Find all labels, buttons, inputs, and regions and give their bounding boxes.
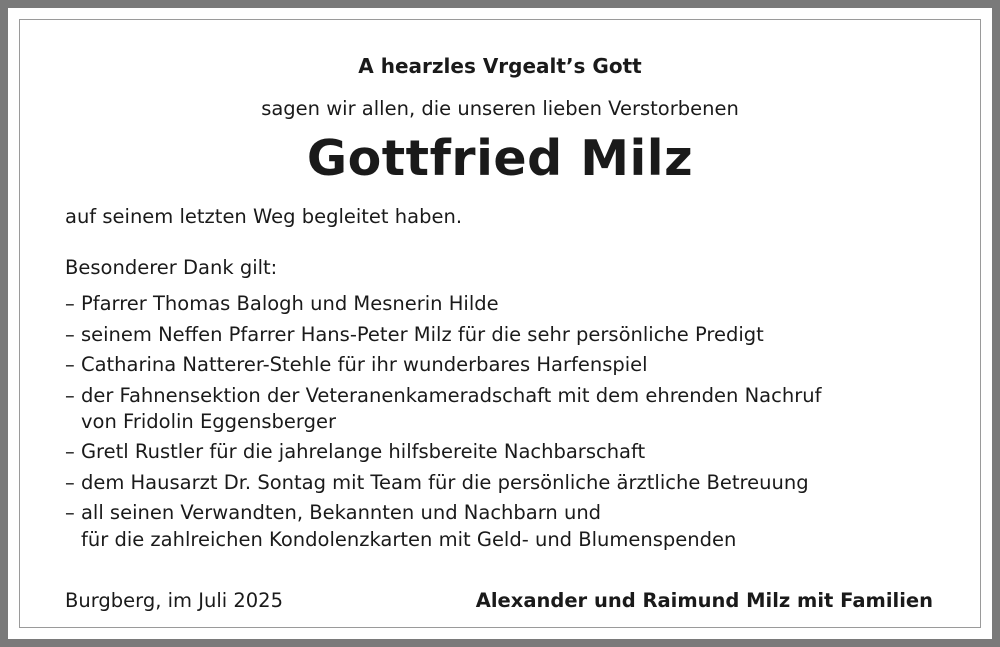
thanks-item-continuation: von Fridolin Eggensberger — [81, 410, 336, 433]
thanks-item-continuation: für die zahlreichen Kondolenzkarten mit Geld- und Blumenspenden — [81, 527, 737, 551]
thanks-heading: Besonderer Dank gilt: — [65, 256, 278, 279]
signature: Alexander und Raimund Milz mit Familien — [475, 589, 933, 612]
thanks-item-text: – all seinen Verwandten, Bekannten und Nachbarn und — [65, 501, 602, 524]
thanks-item-text: – Gretl Rustler für die jahrelange hilfsbereite Nachbarschaft — [65, 440, 646, 463]
thanks-item-text: – Pfarrer Thomas Balogh und Mesnerin Hilde — [65, 292, 499, 315]
thanks-item — [65, 381, 821, 436]
thanks-item — [65, 289, 821, 320]
thanks-item — [65, 437, 821, 468]
thanks-item-text: – seinem Neffen Pfarrer Hans-Peter Milz für die sehr persönliche Predigt — [65, 322, 764, 346]
thanks-item-text: – dem Hausarzt Dr. Sontag mit Team für die persönliche ärztliche Betreuung — [65, 470, 809, 494]
thanks-item — [65, 320, 821, 351]
thanks-item — [65, 468, 821, 499]
intro-line: sagen wir allen, die unseren lieben Verstorbenen — [261, 97, 739, 120]
thanks-item — [65, 498, 821, 553]
headline: A hearzles Vrgealt’s Gott — [358, 54, 642, 78]
thanks-list — [65, 289, 821, 555]
thanks-item — [65, 350, 821, 381]
thanks-item-text: – der Fahnensektion der Veteranenkameradschaft mit dem ehrenden Nachruf — [65, 383, 822, 407]
after-name-line: auf seinem letzten Weg begleitet haben. — [65, 205, 463, 228]
deceased-name: Gottfried Milz — [306, 130, 694, 187]
thanks-item-text: – Catharina Natterer-Stehle für ihr wunderbares Harfenspiel — [65, 353, 648, 376]
place-date: Burgberg, im Juli 2025 — [65, 589, 283, 612]
